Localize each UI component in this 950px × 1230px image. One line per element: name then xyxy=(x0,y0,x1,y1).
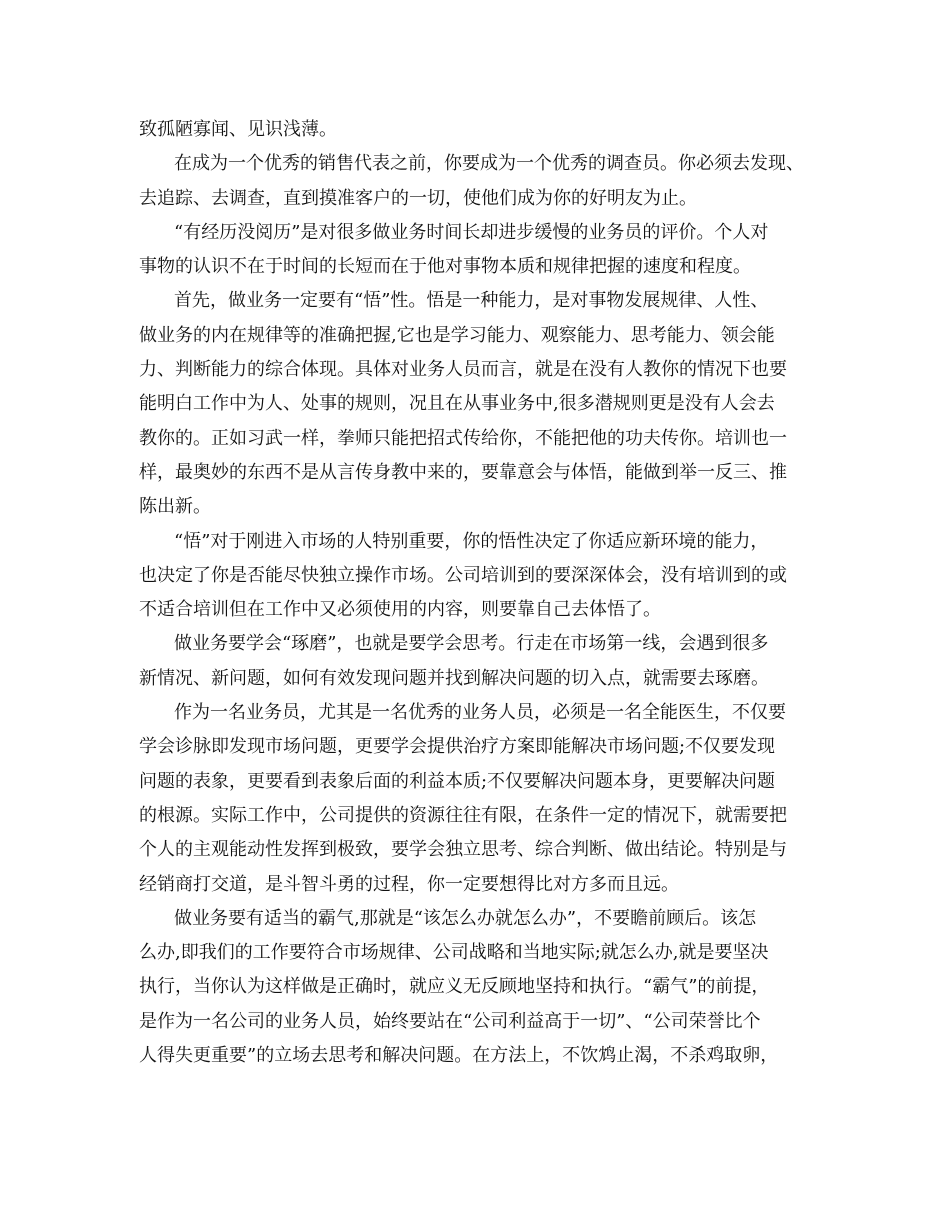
text-line: 在成为一个优秀的销售代表之前，你要成为一个优秀的调查员。你必须去发现、 xyxy=(174,153,804,175)
text-line: 做业务的内在规律等的准确把握,它也是学习能力、观察能力、思考能力、领会能 xyxy=(139,324,775,346)
text-line: “有经历没阅历”是对很多做业务时间长却进步缓慢的业务员的评价。个人对 xyxy=(174,221,769,243)
text-line: 是作为一名公司的业务人员，始终要站在“公司利益高于一切”、“公司荣誉比个 xyxy=(139,1010,761,1032)
text-line: 不适合培训但在工作中又必须使用的内容，则要靠自己去体悟了。 xyxy=(139,599,661,621)
text-line: 做业务要学会“琢磨”，也就是要学会思考。行走在市场第一线，会遇到很多 xyxy=(174,633,769,655)
text-line: 首先，做业务一定要有“悟”性。悟是一种能力，是对事物发展规律、人性、 xyxy=(174,290,769,312)
text-line: 作为一名业务员，尤其是一名优秀的业务人员，必须是一名全能医生，不仅要 xyxy=(174,702,786,724)
text-line: 教你的。正如习武一样，拳师只能把招式传给你，不能把他的功夫传你。培训也一 xyxy=(139,427,787,449)
text-line: 新情况、新问题，如何有效发现问题并找到解决问题的切入点，就需要去琢磨。 xyxy=(139,667,769,689)
text-line: 的根源。实际工作中，公司提供的资源往往有限，在条件一定的情况下，就需要把 xyxy=(139,804,787,826)
text-line: 陈出新。 xyxy=(139,496,211,518)
text-line: 事物的认识不在于时间的长短而在于他对事物本质和规律把握的速度和程度。 xyxy=(139,256,751,278)
text-line: 样，最奥妙的东西不是从言传身教中来的，要靠意会与体悟，能做到举一反三、推 xyxy=(139,461,787,483)
text-line: 力、判断能力的综合体现。具体对业务人员而言，就是在没有人教你的情况下也要 xyxy=(139,359,787,381)
text-line: 学会诊脉即发现市场问题，更要学会提供治疗方案即能解决市场问题;不仅要发现 xyxy=(139,736,776,758)
text-line: 经销商打交道，是斗智斗勇的过程，你一定要想得比对方多而且远。 xyxy=(139,873,679,895)
text-line: 能明白工作中为人、处事的规则，况且在从事业务中,很多潜规则更是没有人会去 xyxy=(139,393,775,415)
text-line: 也决定了你是否能尽快独立操作市场。公司培训到的要深深体会，没有培训到的或 xyxy=(139,564,787,586)
text-line: 去追踪、去调查，直到摸准客户的一切，使他们成为你的好明友为止。 xyxy=(139,187,697,209)
text-line: 执行，当你认为这样做是正确时，就应义无反顾地坚持和执行。“霸气”的前提， xyxy=(139,976,770,998)
text-line: 致孤陋寡闻、见识浅薄。 xyxy=(139,119,337,140)
text-line: 个人的主观能动性发挥到极致，要学会独立思考、综合判断、做出结论。特别是与 xyxy=(139,839,787,861)
text-line: 做业务要有适当的霸气,那就是“该怎么办就怎么办”，不要瞻前顾后。该怎 xyxy=(174,907,757,929)
body-text xyxy=(139,113,819,1073)
text-line: 么办,即我们的工作要符合市场规律、公司战略和当地实际;就怎么办,就是要坚决 xyxy=(139,942,769,964)
text-line: 问题的表象，更要看到表象后面的利益本质;不仅要解决问题本身，更要解决问题 xyxy=(139,770,776,792)
text-line: 人得失更重要”的立场去思考和解决问题。在方法上，不饮鸩止渴，不杀鸡取卵， xyxy=(139,1045,779,1067)
text-line: “悟”对于刚进入市场的人特别重要，你的悟性决定了你适应新环境的能力， xyxy=(174,530,769,552)
